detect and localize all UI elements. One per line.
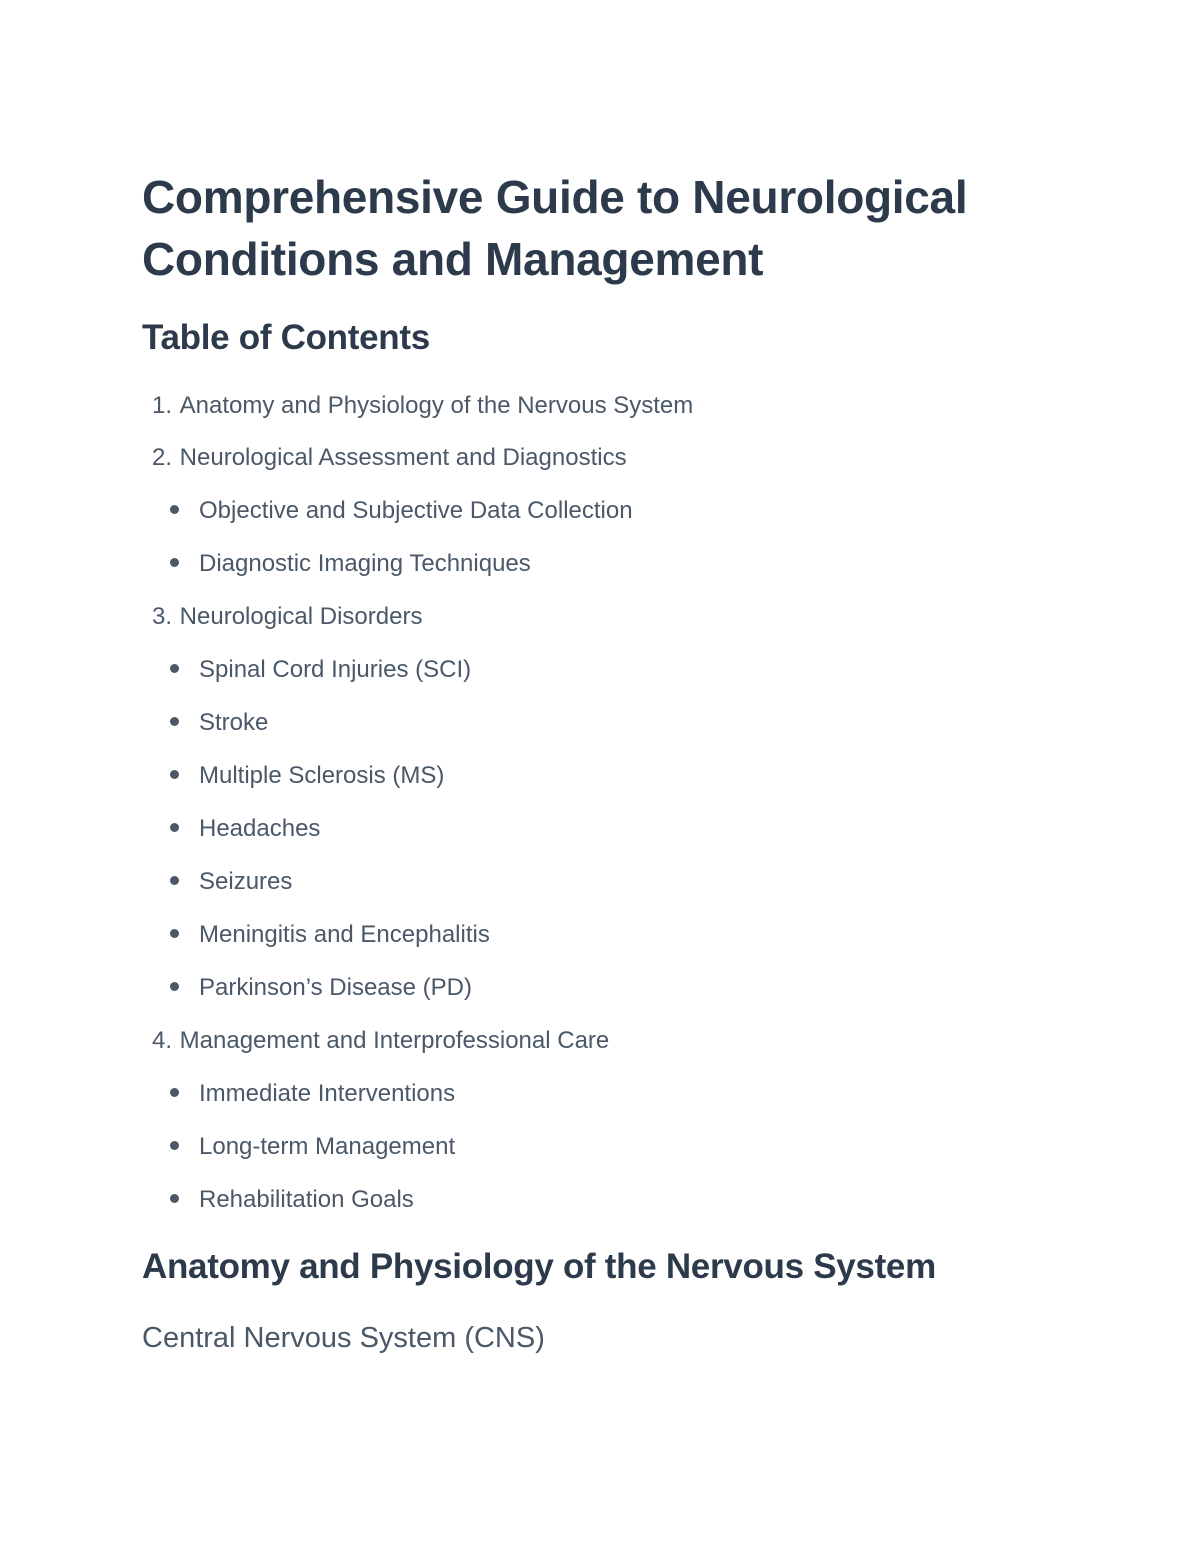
toc-label: Neurological Disorders (179, 603, 423, 630)
toc-subitem[interactable] (170, 758, 444, 794)
toc-subitem[interactable] (170, 1182, 414, 1218)
toc-number: 4. (151, 1027, 172, 1054)
toc-sub-label: Diagnostic Imaging Techniques (199, 550, 531, 577)
toc-item-4[interactable] (142, 1023, 609, 1059)
toc-sub-label: Seizures (199, 868, 293, 895)
toc-subitem[interactable] (170, 1076, 455, 1112)
bullet-icon (170, 1088, 179, 1097)
title-line-1: Comprehensive Guide to Neurological (142, 171, 968, 223)
toc-sub-label: Rehabilitation Goals (199, 1186, 414, 1213)
toc-subitem[interactable] (170, 546, 531, 582)
toc-subitem[interactable] (170, 652, 471, 688)
toc-sub-label: Parkinson’s Disease (PD) (199, 974, 472, 1001)
toc-sub-label: Immediate Interventions (199, 1080, 456, 1107)
toc-item-3[interactable] (142, 599, 422, 635)
toc-sub-label: Objective and Subjective Data Collection (199, 497, 633, 524)
bullet-icon (170, 1141, 179, 1150)
toc-label: Anatomy and Physiology of the Nervous System (179, 392, 694, 419)
subsection-heading: Central Nervous System (CNS) (142, 1322, 545, 1354)
toc-number: 2. (151, 444, 172, 471)
bullet-icon (170, 929, 179, 938)
toc-subitem[interactable] (170, 811, 320, 847)
toc-sub-label: Headaches (199, 815, 321, 842)
toc-subitem[interactable] (170, 705, 268, 741)
bullet-icon (170, 505, 179, 514)
toc-subitem[interactable] (170, 917, 490, 953)
toc-sub-label: Spinal Cord Injuries (SCI) (199, 656, 472, 683)
bullet-icon (170, 982, 179, 991)
toc-subitem[interactable] (170, 493, 633, 529)
toc-item-2[interactable] (142, 440, 627, 476)
toc-heading: Table of Contents (142, 318, 430, 357)
bullet-icon (170, 876, 179, 885)
bullet-icon (170, 823, 179, 832)
bullet-icon (170, 558, 179, 567)
toc-sub-label: Long-term Management (199, 1133, 456, 1160)
toc-subitem[interactable] (170, 864, 292, 900)
bullet-icon (170, 770, 179, 779)
section-heading: Anatomy and Physiology of the Nervous System (142, 1247, 936, 1286)
toc-subitem[interactable] (170, 1129, 455, 1165)
toc-sub-label: Multiple Sclerosis (MS) (199, 762, 445, 789)
toc-item-1[interactable] (142, 388, 693, 424)
bullet-icon (170, 664, 179, 673)
toc-label: Neurological Assessment and Diagnostics (179, 444, 627, 471)
toc-subitem[interactable] (170, 970, 472, 1006)
bullet-icon (170, 1194, 179, 1203)
toc-sub-label: Stroke (199, 709, 269, 736)
title-line-2: Conditions and Management (142, 233, 764, 285)
toc-number: 3. (151, 603, 172, 630)
toc-label: Management and Interprofessional Care (179, 1027, 610, 1054)
bullet-icon (170, 717, 179, 726)
toc-sub-label: Meningitis and Encephalitis (199, 921, 490, 948)
document-title (142, 166, 1062, 290)
toc-number: 1. (151, 392, 172, 419)
